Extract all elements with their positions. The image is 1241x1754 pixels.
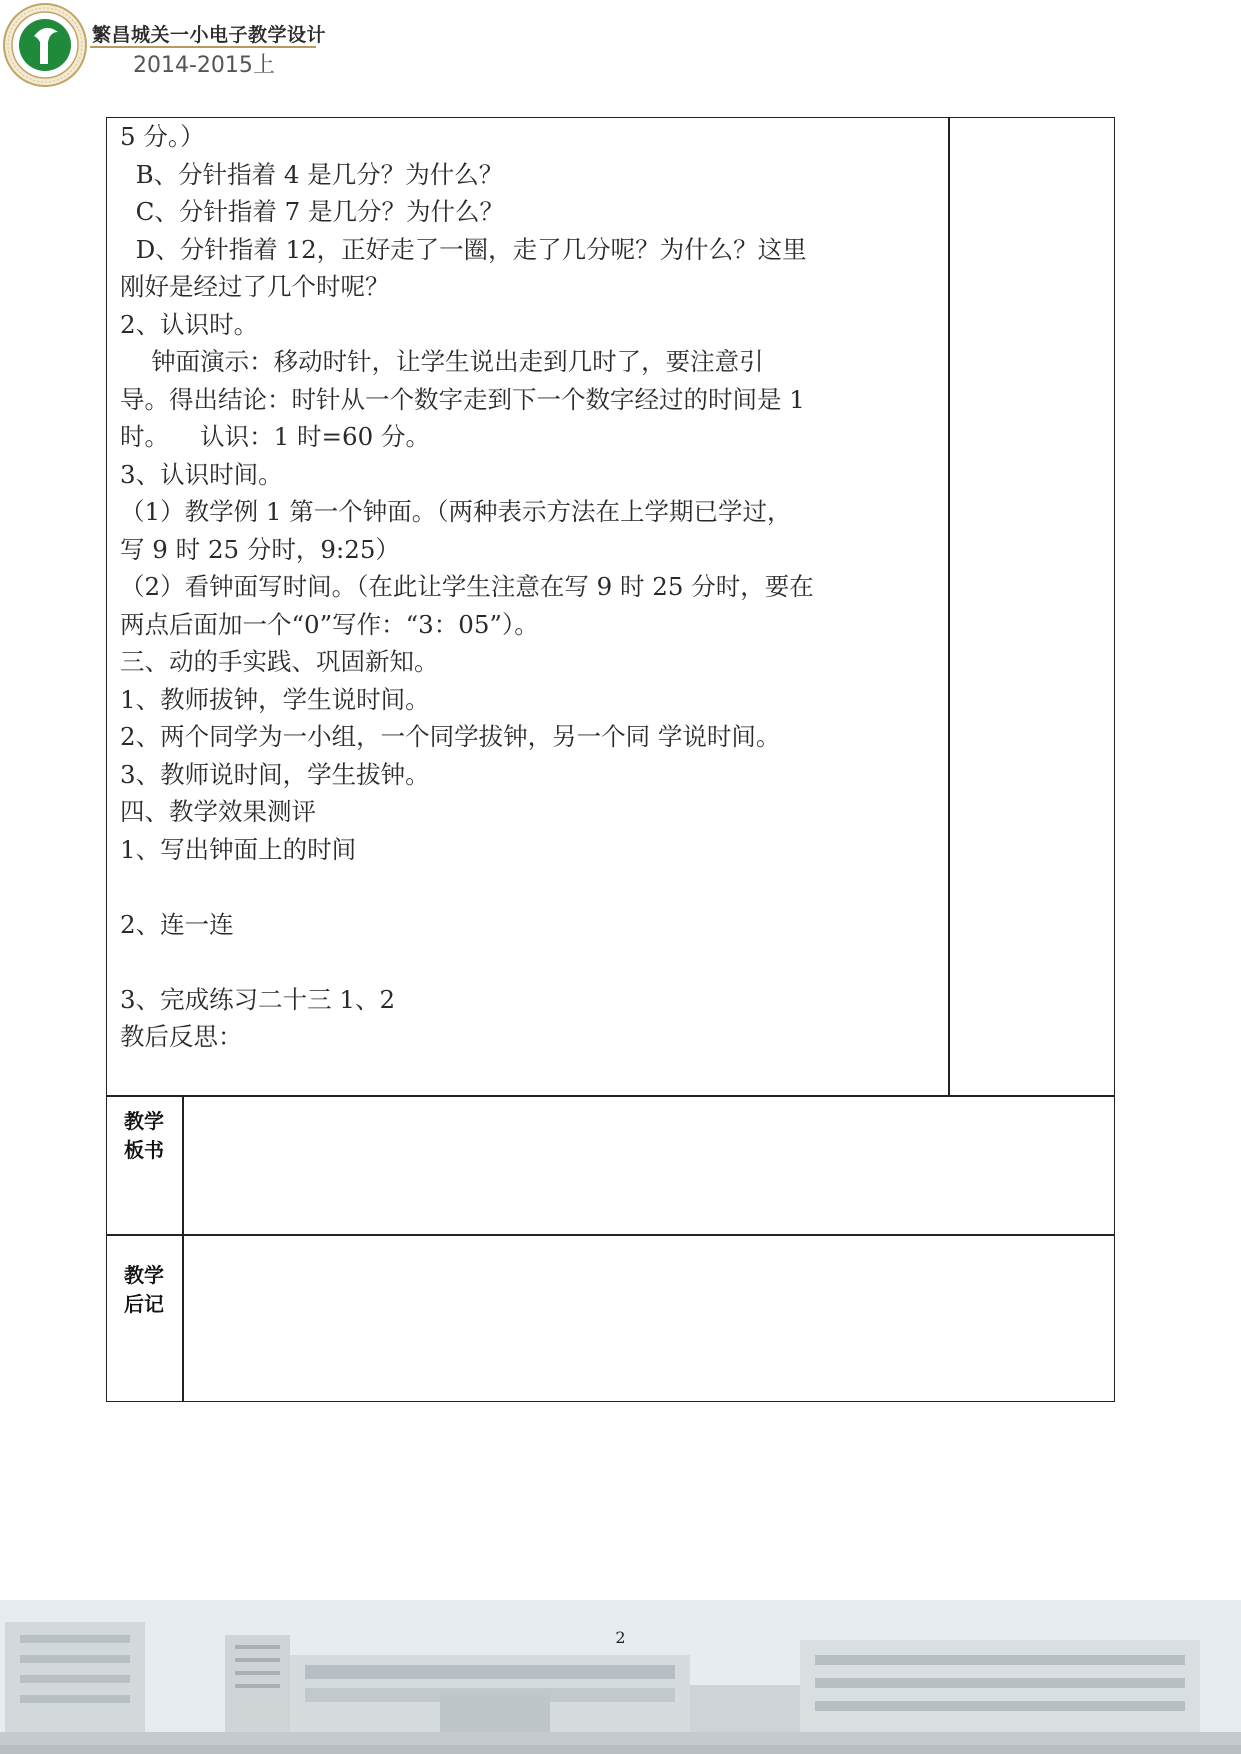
lesson-line: （1）教学例 1 第一个钟面。（两种表示方法在上学期已学过， xyxy=(120,497,792,526)
school-name: 繁昌城关一小电子教学设计 xyxy=(92,24,327,46)
lesson-line: 3、完成练习二十三 1、2 xyxy=(120,984,396,1014)
lesson-line: 两点后面加一个“0”写作：“3：05”）。 xyxy=(120,609,539,639)
lesson-line: 教后反思： xyxy=(120,1022,243,1051)
lesson-line: 1、写出钟面上的时间 xyxy=(120,834,357,864)
school-logo xyxy=(2,2,88,88)
row-divider-board xyxy=(106,1234,1115,1236)
lesson-line: 时。 认识：1 时=60 分。 xyxy=(120,422,431,451)
lesson-line: 2、认识时。 xyxy=(120,309,259,339)
lesson-line: 2、连一连 xyxy=(120,909,234,939)
lesson-line: D、分针指着 12，正好走了一圈，走了几分呢？为什么？这里 xyxy=(120,234,807,264)
notes-label: 教学后记 xyxy=(124,1263,164,1316)
lesson-line: 四、教学效果测评 xyxy=(120,797,316,826)
lesson-line xyxy=(120,943,942,981)
lesson-line: 钟面演示：移动时针，让学生说出走到几时了，要注意引 xyxy=(120,347,764,376)
lesson-line: 3、教师说时间，学生拔钟。 xyxy=(120,759,430,789)
footer-banner xyxy=(0,1600,1241,1754)
lesson-line: 5 分。） xyxy=(120,122,205,151)
school-building-image xyxy=(0,1600,1241,1754)
row-divider-content xyxy=(106,1095,1115,1097)
label-column-divider xyxy=(182,1095,184,1402)
lesson-content xyxy=(120,118,942,1056)
lesson-line: 写 9 时 25 分时，9:25） xyxy=(120,534,400,564)
lesson-line: 刚好是经过了几个时呢？ xyxy=(120,272,390,301)
lesson-line: 导。得出结论：时针从一个数字走到下一个数字经过的时间是 1 xyxy=(120,384,805,414)
page-number: 2 xyxy=(615,1628,626,1647)
lesson-line: B、分针指着 4 是几分？为什么？ xyxy=(120,159,504,189)
lesson-line: C、分针指着 7 是几分？为什么？ xyxy=(120,197,504,226)
lesson-line: （2）看钟面写时间。（在此让学生注意在写 9 时 25 分时，要在 xyxy=(120,572,814,601)
board-label: 教学板书 xyxy=(124,1109,164,1162)
lesson-line: 2、两个同学为一小组，一个同学拔钟，另一个同 学说时间。 xyxy=(120,722,781,751)
side-column-divider xyxy=(948,117,950,1096)
lesson-line: 1、教师拔钟，学生说时间。 xyxy=(120,684,430,714)
lesson-line: 3、认识时间。 xyxy=(120,459,283,489)
lesson-line xyxy=(120,868,942,906)
lesson-line: 三、动的手实践、巩固新知。 xyxy=(120,647,439,676)
year-range: 2014-2015上 xyxy=(133,53,275,78)
